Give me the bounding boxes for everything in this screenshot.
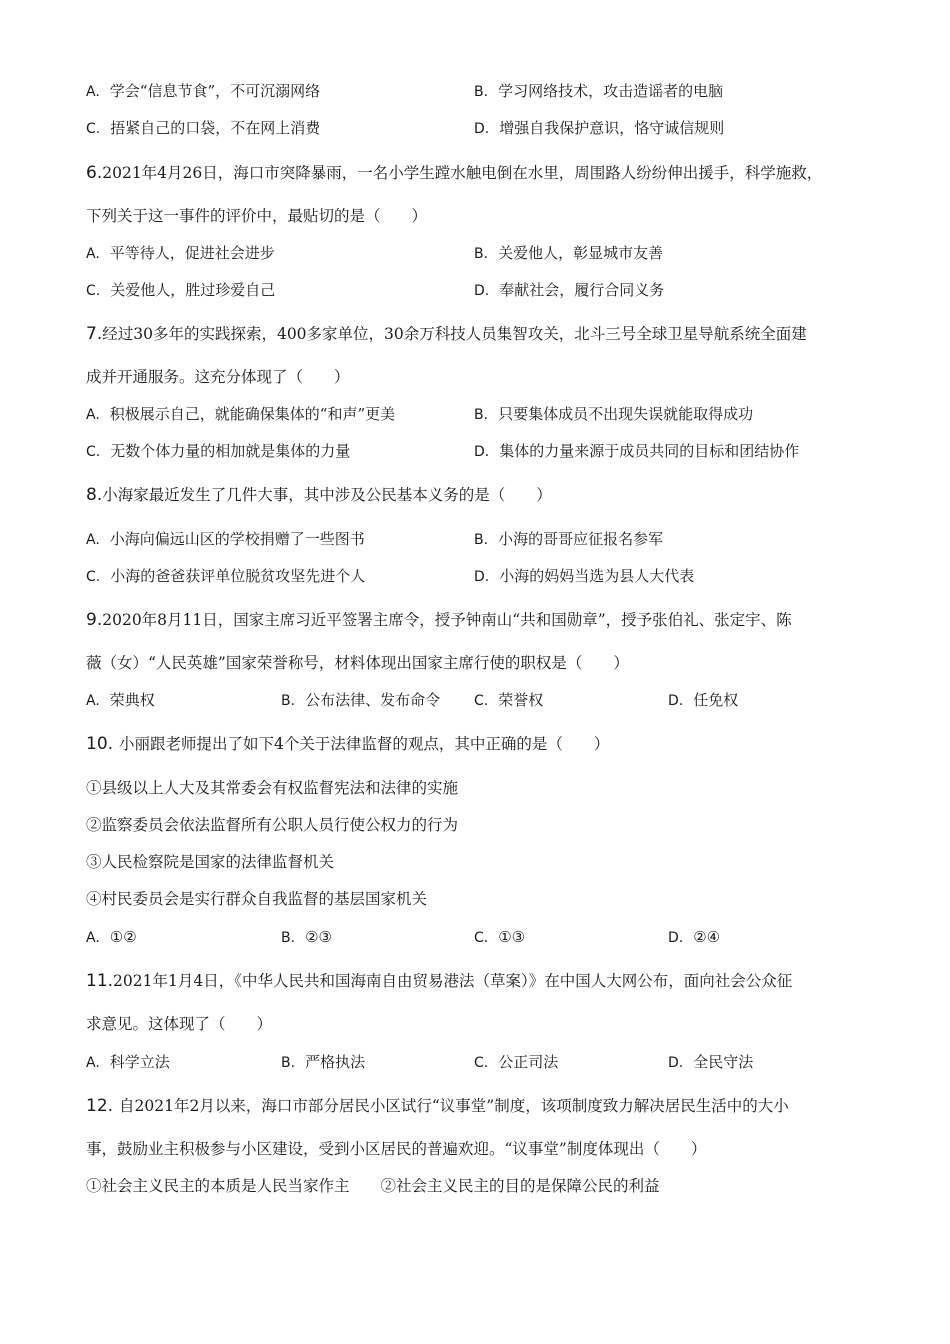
q5-option-c[interactable]: [86, 118, 320, 139]
question-number: 8.: [86, 485, 103, 505]
q8-option-b[interactable]: [474, 529, 663, 550]
question-number: 9.: [86, 610, 103, 630]
question-number: 11.: [86, 971, 114, 991]
option-text: 公正司法: [498, 1053, 559, 1071]
option-label: D.: [668, 1055, 684, 1071]
option-label: C.: [474, 693, 489, 709]
option-text: 关爱他人，胜过珍爱自己: [110, 281, 276, 299]
q7-option-d[interactable]: [474, 441, 799, 462]
option-label: B.: [281, 693, 296, 709]
option-text: 全民守法: [693, 1053, 754, 1071]
q10-option-c[interactable]: [474, 927, 525, 948]
option-label: D.: [474, 121, 490, 137]
q8-option-a[interactable]: [86, 529, 365, 550]
option-text: ②③: [305, 928, 332, 946]
option-text: 积极展示自己，就能确保集体的“和声”更美: [109, 405, 396, 423]
option-text: 集体的力量来源于成员共同的目标和团结协作: [499, 442, 800, 460]
option-text: 小海向偏远山区的学校捐赠了一些图书: [109, 530, 365, 548]
option-label: C.: [86, 283, 101, 299]
q6-option-d[interactable]: [474, 280, 664, 301]
option-text: 只要集体成员不出现失误就能取得成功: [498, 405, 754, 423]
q7-option-b[interactable]: [474, 404, 753, 425]
q11-option-b[interactable]: [281, 1052, 365, 1073]
q10-statement-4: ④村民委员会是实行群众自我监督的基层国家机关: [86, 890, 428, 908]
option-text: 科学立法: [109, 1053, 170, 1071]
option-text: 学会“信息节食”，不可沉溺网络: [109, 82, 321, 100]
question-text: 2021年4月26日，海口市突降暴雨，一名小学生蹚水触电倒在水里，周围路人纷纷伸出援手，科学施救，: [102, 164, 823, 182]
option-label: D.: [668, 693, 684, 709]
q5-option-a[interactable]: [86, 81, 320, 102]
q10-option-a[interactable]: [86, 927, 137, 948]
option-label: D.: [474, 444, 490, 460]
q9-option-d[interactable]: [668, 690, 738, 711]
question-text: 小海家最近发生了几件大事，其中涉及公民基本义务的是（ ）: [102, 486, 552, 504]
q6-stem-line1: [86, 163, 822, 183]
q8-option-d[interactable]: [474, 566, 694, 587]
question-text: 自2021年2月以来，海口市部分居民小区试行“议事堂”制度，该项制度致力解决居民生活中的大小: [119, 1097, 789, 1115]
option-label: A.: [86, 1055, 100, 1071]
q12-statements-line: ①社会主义民主的本质是人民当家作主 ②社会主义民主的目的是保障公民的利益: [86, 1177, 660, 1195]
q11-stem-line1: [86, 971, 792, 991]
q10-statement-2: ②监察委员会依法监督所有公职人员行使公权力的行为: [86, 816, 459, 834]
option-label: B.: [474, 532, 489, 548]
q12-stem-line2: 事，鼓励业主积极参与小区建设，受到小区居民的普遍欢迎。“议事堂”制度体现出（ ）: [86, 1140, 707, 1158]
q6-stem-line2: 下列关于这一事件的评价中，最贴切的是（ ）: [86, 207, 428, 225]
option-label: D.: [668, 930, 684, 946]
q11-stem-line2: 求意见。这体现了（ ）: [86, 1015, 273, 1033]
option-label: A.: [86, 84, 100, 100]
q7-stem-line2: 成并开通服务。这充分体现了（ ）: [86, 368, 350, 386]
question-text: 2021年1月4日，《中华人民共和国海南自由贸易港法（草案）》在中国人大网公布，面向社会公众征: [113, 972, 793, 990]
question-number: 12.: [86, 1096, 114, 1116]
question-number: 7.: [86, 324, 103, 344]
option-text: 严格执法: [305, 1053, 366, 1071]
question-text: 2020年8月11日，国家主席习近平签署主席令，授予钟南山“共和国勋章”，授予张伯礼、张定宇、陈: [102, 611, 792, 629]
option-label: D.: [474, 569, 490, 585]
q10-option-b[interactable]: [281, 927, 332, 948]
q11-option-c[interactable]: [474, 1052, 558, 1073]
option-text: ①③: [498, 928, 526, 946]
option-label: B.: [281, 930, 296, 946]
q7-option-a[interactable]: [86, 404, 395, 425]
option-text: 增强自我保护意识，恪守诚信规则: [499, 119, 725, 137]
q8-stem-line1: [86, 485, 552, 505]
q9-stem-line2: 薇（女）“人民英雄”国家荣誉称号，材料体现出国家主席行使的职权是（ ）: [86, 654, 629, 672]
option-label: C.: [86, 569, 101, 585]
q7-stem-line1: [86, 324, 807, 344]
option-text: 关爱他人，彰显城市友善: [498, 244, 664, 262]
option-text: 小海的哥哥应征报名参军: [498, 530, 664, 548]
option-label: C.: [86, 444, 101, 460]
option-text: 学习网络技术，攻击造谣者的电脑: [498, 82, 724, 100]
option-label: B.: [474, 407, 489, 423]
question-number: 6.: [86, 163, 103, 183]
option-label: A.: [86, 246, 100, 262]
q6-option-b[interactable]: [474, 243, 663, 264]
option-text: ②④: [693, 928, 721, 946]
option-text: 荣典权: [109, 691, 155, 709]
option-label: A.: [86, 532, 100, 548]
option-label: C.: [474, 930, 489, 946]
option-text: 捂紧自己的口袋，不在网上消费: [110, 119, 321, 137]
q10-statement-1: ①县级以上人大及其常委会有权监督宪法和法律的实施: [86, 779, 459, 797]
option-text: ①②: [109, 928, 137, 946]
option-label: A.: [86, 407, 100, 423]
q9-stem-line1: [86, 610, 792, 630]
q11-option-a[interactable]: [86, 1052, 170, 1073]
question-text: 经过30多年的实践探索，400多家单位，30余万科技人员集智攻关，北斗三号全球卫星导航系统全面建: [102, 325, 807, 343]
option-text: 平等待人，促进社会进步: [109, 244, 275, 262]
q7-option-c[interactable]: [86, 441, 350, 462]
q5-option-d[interactable]: [474, 118, 724, 139]
option-text: 无数个体力量的相加就是集体的力量: [110, 442, 351, 460]
question-number: 10.: [86, 734, 114, 754]
option-label: B.: [474, 84, 489, 100]
option-label: C.: [86, 121, 101, 137]
q6-option-a[interactable]: [86, 243, 275, 264]
option-label: A.: [86, 693, 100, 709]
option-label: D.: [474, 283, 490, 299]
option-text: 荣誉权: [498, 691, 544, 709]
option-text: 小海的爸爸获评单位脱贫攻坚先进个人: [110, 567, 366, 585]
q5-option-b[interactable]: [474, 81, 723, 102]
q9-option-a[interactable]: [86, 690, 155, 711]
option-label: A.: [86, 930, 100, 946]
q11-option-d[interactable]: [668, 1052, 753, 1073]
q9-option-b[interactable]: [281, 690, 440, 711]
option-text: 任免权: [693, 691, 739, 709]
option-text: 公布法律、发布命令: [305, 691, 441, 709]
question-text: 小丽跟老师提出了如下4个关于法律监督的观点，其中正确的是（ ）: [119, 735, 610, 753]
option-label: C.: [474, 1055, 489, 1071]
q9-option-c[interactable]: [474, 690, 543, 711]
q10-stem-line1: [86, 734, 609, 754]
q8-option-c[interactable]: [86, 566, 365, 587]
q10-option-d[interactable]: [668, 927, 720, 948]
option-label: B.: [281, 1055, 296, 1071]
q10-statement-3: ③人民检察院是国家的法律监督机关: [86, 853, 335, 871]
q12-stem-line1: [86, 1096, 789, 1116]
option-label: B.: [474, 246, 489, 262]
q6-option-c[interactable]: [86, 280, 275, 301]
option-text: 小海的妈妈当选为县人大代表: [499, 567, 695, 585]
option-text: 奉献社会，履行合同义务: [499, 281, 665, 299]
